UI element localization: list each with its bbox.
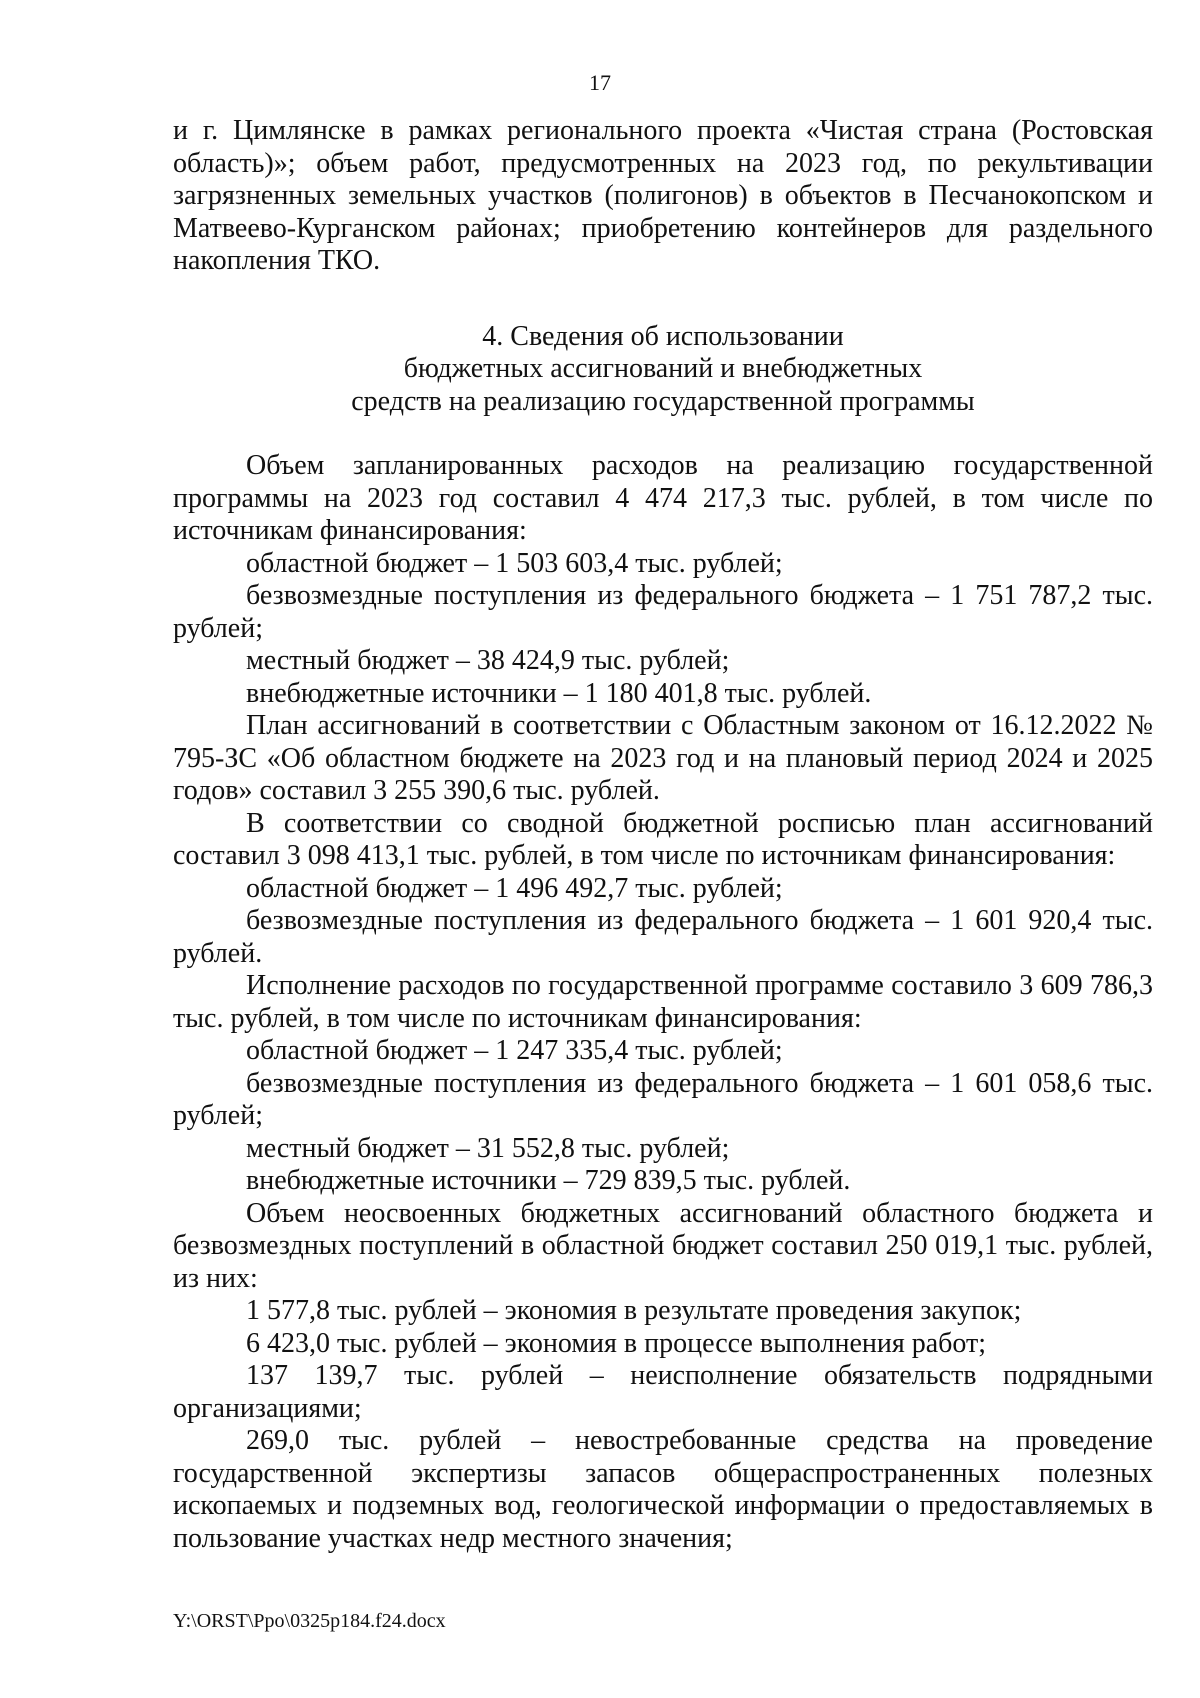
paragraph-contractor-nonperformance: 137 139,7 тыс. рублей – неисполнение обязательств подрядными организациями;	[173, 1360, 1153, 1424]
paragraph-local-budget-execution: местный бюджет – 31 552,8 тыс. рублей;	[246, 1132, 730, 1164]
page-number: 17	[589, 70, 611, 95]
section-heading-line-1: 4. Сведения об использовании	[482, 320, 844, 352]
paragraph-planned-expenses: Объем запланированных расходов на реализацию государственной программы на 2023 год составил 4 474 217,3 тыс. рублей, в том числе по источникам финансирования:	[173, 450, 1153, 546]
paragraph-procurement-savings: 1 577,8 тыс. рублей – экономия в результате проведения закупок;	[246, 1295, 1022, 1326]
section-heading-line-2: бюджетных ассигнований и внебюджетных	[403, 353, 923, 384]
intro-paragraph: и г. Цимлянске в рамках регионального проекта «Чистая страна (Ростовская область)»; объем работ, предусмотренных на 2023 год, по рекультивации загрязненных земельных участков (полигонов) в объектов в Песчанокопском и Матвеево-Курганском районах; приобретению контейнеров для раздельного накопления ТКО.	[173, 115, 1153, 276]
paragraph-federal-funds-execution: безвозмездные поступления из федерального бюджета – 1 601 058,6 тыс. рублей;	[173, 1067, 1153, 1131]
file-path-footer: Y:\ORST\Ppo\0325p184.f24.docx	[173, 1610, 446, 1632]
document-body	[173, 115, 1153, 1555]
paragraph-regional-budget-planned: областной бюджет – 1 503 603,4 тыс. рублей;	[246, 547, 783, 579]
paragraph-local-budget-planned: местный бюджет – 38 424,9 тыс. рублей;	[246, 645, 730, 676]
section-heading-line-3: средств на реализацию государственной программы	[351, 385, 975, 417]
paragraph-work-savings: 6 423,0 тыс. рублей – экономия в процессе выполнения работ;	[246, 1327, 987, 1359]
paragraph-consolidated-budget-plan: В соответствии со сводной бюджетной росписью план ассигнований составил 3 098 413,1 тыс. рублей, в том числе по источникам финансирования:	[173, 807, 1153, 871]
section-heading	[173, 321, 1153, 419]
paragraph-regional-budget-execution: областной бюджет – 1 247 335,4 тыс. рублей;	[246, 1035, 783, 1066]
paragraph-unused-allocations: Объем неосвоенных бюджетных ассигнований областного бюджета и безвозмездных поступлений в областной бюджет составил 250 019,1 тыс. рублей, из них:	[173, 1197, 1153, 1294]
paragraph-unclaimed-funds: 269,0 тыс. рублей – невостребованные средства на проведение государственной экспертизы запасов общераспространенных полезных ископаемых и подземных вод, геологической информации о предоставляемых в пользование участках недр местного значения;	[173, 1425, 1153, 1554]
paragraph-extrabudgetary-execution: внебюджетные источники – 729 839,5 тыс. рублей.	[246, 1165, 851, 1196]
paragraph-extrabudgetary-planned: внебюджетные источники – 1 180 401,8 тыс. рублей.	[246, 677, 872, 709]
paragraph-federal-funds-planned: безвозмездные поступления из федерального бюджета – 1 751 787,2 тыс. рублей;	[173, 580, 1153, 644]
paragraph-regional-budget-plan: областной бюджет – 1 496 492,7 тыс. рублей;	[246, 872, 783, 904]
paragraph-execution-total: Исполнение расходов по государственной программе составило 3 609 786,3 тыс. рублей, в том числе по источникам финансирования:	[173, 970, 1153, 1034]
paragraph-allocation-plan-law: План ассигнований в соответствии с Областным законом от 16.12.2022 № 795-ЗС «Об областном бюджете на 2023 год и на плановый период 2024 и 2025 годов» составил 3 255 390,6 тыс. рублей.	[173, 710, 1153, 806]
paragraph-federal-funds-plan: безвозмездные поступления из федерального бюджета – 1 601 920,4 тыс. рублей.	[173, 905, 1153, 969]
